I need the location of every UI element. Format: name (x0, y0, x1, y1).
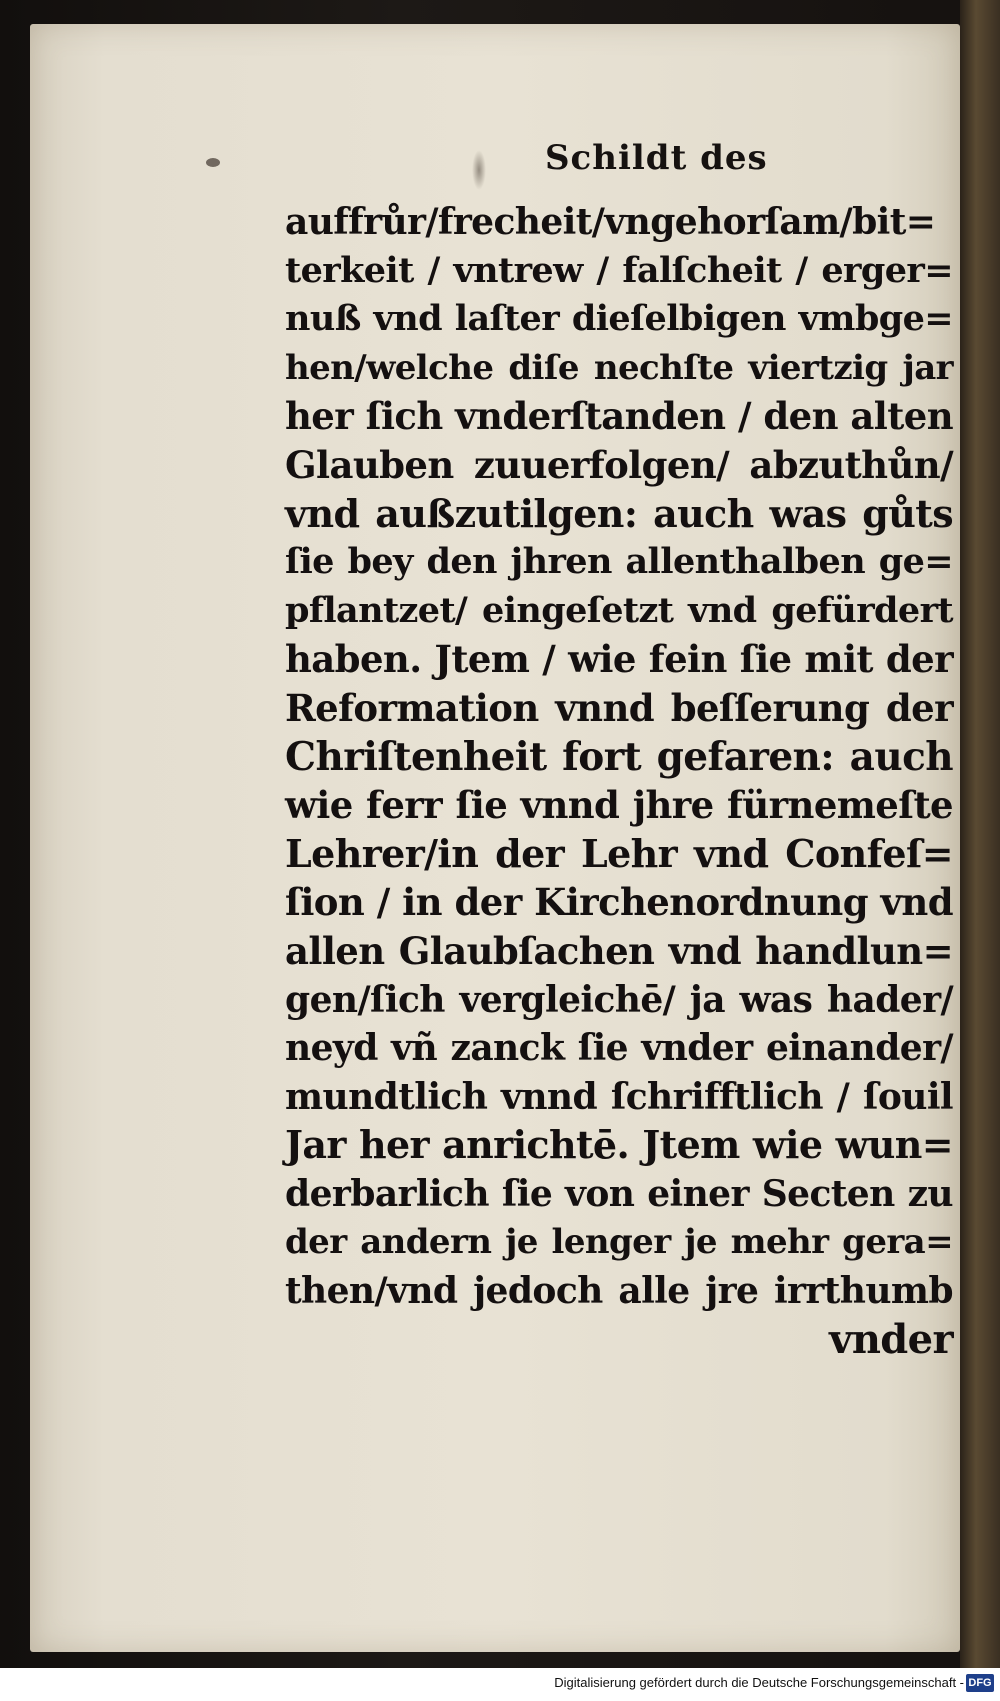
text-line: haben. Jtem / wie fein ſie mit der (285, 637, 953, 682)
running-head: Schildt des (545, 138, 768, 178)
text-line: pflantzet/ eingeſetzt vnd gefürdert (285, 589, 953, 631)
text-line: Jar her anrichtē. Jtem wie wun= (285, 1122, 953, 1168)
text-line: auffrůr/frecheit/vngehorſam/bit= (285, 201, 936, 243)
text-line: hen/welche diſe nechſte viertzig jar (285, 347, 953, 388)
book-edge (960, 0, 1000, 1701)
text-line: Chriſtenheit fort gefaren: auch (285, 733, 953, 780)
text-line: nuß vnd laſter dieſelbigen vmbge= (285, 298, 953, 340)
text-line: der andern je lenger je mehr gera= (285, 1222, 953, 1263)
ink-mark (206, 158, 220, 167)
text-line: mundtlich vnnd ſchrifftlich / ſouil (285, 1075, 953, 1118)
text-line: then/vnd jedoch alle jre irrthumb (285, 1270, 953, 1313)
text-line: Reformation vnnd beſſerung der (285, 685, 953, 730)
text-block (285, 198, 953, 1364)
ink-smudge (472, 150, 486, 190)
text-line: ſion / in der Kirchenordnung vnd (285, 880, 953, 925)
text-line: neyd vñ zanck ſie vnder einander/ (285, 1027, 953, 1070)
text-line: her ſich vnderſtanden / den alten (285, 394, 953, 439)
footer-bar (0, 1668, 1000, 1701)
text-line: terkeit / vntrew / falſcheit / erger= (285, 249, 953, 291)
text-line: allen Glaubſachen vnd handlun= (285, 928, 953, 973)
catchword: vnder (829, 1315, 953, 1363)
text-line: derbarlich ſie von einer Secten zu (285, 1172, 953, 1215)
text-line: Glauben zuuerfolgen/ abzuthůn/ (285, 442, 953, 487)
text-line: wie ferr ſie vnnd jhre fürnemeſte (285, 783, 953, 828)
text-line: gen/ſich vergleichē/ ja was hader/ (285, 978, 953, 1021)
text-line: ſie bey den jhren allenthalben ge= (285, 541, 953, 583)
text-line: vnd außzutilgen: auch was gůts (285, 490, 953, 536)
dfg-logo: DFG (966, 1674, 994, 1692)
funding-credit: Digitalisierung gefördert durch die Deutsche Forschungsgemeinschaft - (554, 1675, 964, 1690)
text-line: Lehrer/in der Lehr vnd Confeſ= (285, 830, 953, 876)
